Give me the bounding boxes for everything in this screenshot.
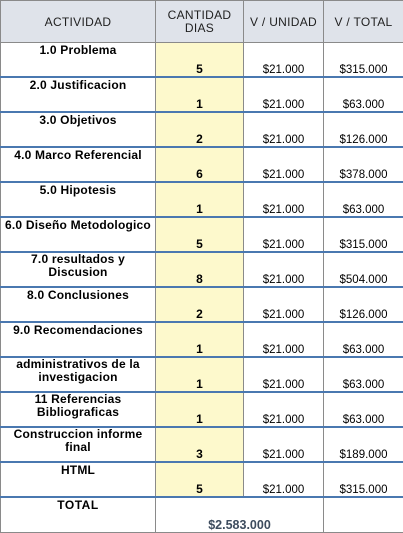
activity-cell: 6.0 Diseño Metodologico [1, 217, 156, 252]
unit-value-cell: $21.000 [244, 217, 324, 252]
activity-cell: 5.0 Hipotesis [1, 182, 156, 217]
total-row [1, 497, 403, 533]
activity-line2: final [1, 441, 155, 454]
unit-value-cell: $21.000 [244, 252, 324, 287]
unit-value-cell: $21.000 [244, 43, 324, 78]
total-value-cell: $504.000 [324, 252, 403, 287]
activity-line1: 11 Referencias [1, 393, 155, 406]
activity-line2: Bibliograficas [1, 406, 155, 419]
total-value-cell: $63.000 [324, 182, 403, 217]
table-row [1, 77, 403, 112]
total-value-cell: $63.000 [324, 357, 403, 392]
days-cell: 1 [156, 357, 244, 392]
activity-cell: HTML [1, 462, 156, 497]
days-cell: 8 [156, 252, 244, 287]
unit-value-cell: $21.000 [244, 357, 324, 392]
table-row [1, 147, 403, 182]
days-cell: 6 [156, 147, 244, 182]
header-cantidad-line1: CANTIDAD [156, 9, 243, 22]
activity-line1: Construccion informe [1, 428, 155, 441]
total-value-cell: $126.000 [324, 287, 403, 322]
table-row [1, 252, 403, 287]
table-row [1, 287, 403, 322]
activity-cell: 4.0 Marco Referencial [1, 147, 156, 182]
unit-value-cell: $21.000 [244, 427, 324, 462]
unit-value-cell: $21.000 [244, 112, 324, 147]
table-row [1, 462, 403, 497]
activity-line2: investigacion [1, 371, 155, 384]
header-v-total: V / TOTAL [324, 1, 403, 43]
activity-line2: Discusion [1, 266, 155, 279]
unit-value-cell: $21.000 [244, 322, 324, 357]
unit-value-cell: $21.000 [244, 392, 324, 427]
activity-cell: 8.0 Conclusiones [1, 287, 156, 322]
days-cell: 1 [156, 322, 244, 357]
days-cell: 2 [156, 112, 244, 147]
header-cantidad-line2: DIAS [156, 22, 243, 35]
total-label: TOTAL [1, 497, 156, 533]
table-row [1, 427, 403, 462]
total-value-cell: $315.000 [324, 462, 403, 497]
activity-cell: 1.0 Problema [1, 43, 156, 78]
table-row [1, 217, 403, 252]
days-cell: 1 [156, 77, 244, 112]
activity-cell [1, 252, 156, 287]
table-row [1, 357, 403, 392]
table-body [1, 43, 403, 533]
total-value-cell: $189.000 [324, 427, 403, 462]
total-value-cell: $126.000 [324, 112, 403, 147]
days-cell: 1 [156, 182, 244, 217]
total-value-cell: $63.000 [324, 77, 403, 112]
unit-value-cell: $21.000 [244, 77, 324, 112]
total-value-cell: $315.000 [324, 217, 403, 252]
activity-cell: 3.0 Objetivos [1, 112, 156, 147]
activity-line1: 7.0 resultados y [1, 253, 155, 266]
activity-cell [1, 357, 156, 392]
table-row [1, 182, 403, 217]
activity-cell [1, 427, 156, 462]
table-row [1, 43, 403, 78]
activity-cell [1, 392, 156, 427]
total-value-cell: $378.000 [324, 147, 403, 182]
unit-value-cell: $21.000 [244, 462, 324, 497]
activity-line1: administrativos de la [1, 358, 155, 371]
days-cell: 5 [156, 217, 244, 252]
table-row [1, 112, 403, 147]
header-cantidad-dias [156, 1, 244, 43]
days-cell: 3 [156, 427, 244, 462]
days-cell: 5 [156, 43, 244, 78]
total-value-cell: $315.000 [324, 43, 403, 78]
table-row [1, 322, 403, 357]
days-cell: 5 [156, 462, 244, 497]
unit-value-cell: $21.000 [244, 182, 324, 217]
total-value-cell: $63.000 [324, 392, 403, 427]
days-cell: 2 [156, 287, 244, 322]
header-actividad: ACTIVIDAD [1, 1, 156, 43]
unit-value-cell: $21.000 [244, 147, 324, 182]
table-row [1, 392, 403, 427]
table-header [1, 1, 403, 43]
total-empty-cell [324, 497, 403, 533]
total-value-cell: $63.000 [324, 322, 403, 357]
activity-cell: 2.0 Justificacion [1, 77, 156, 112]
days-cell: 1 [156, 392, 244, 427]
unit-value-cell: $21.000 [244, 287, 324, 322]
grand-total-value: $2.583.000 [156, 497, 324, 533]
header-v-unidad: V / UNIDAD [244, 1, 324, 43]
activity-cell: 9.0 Recomendaciones [1, 322, 156, 357]
